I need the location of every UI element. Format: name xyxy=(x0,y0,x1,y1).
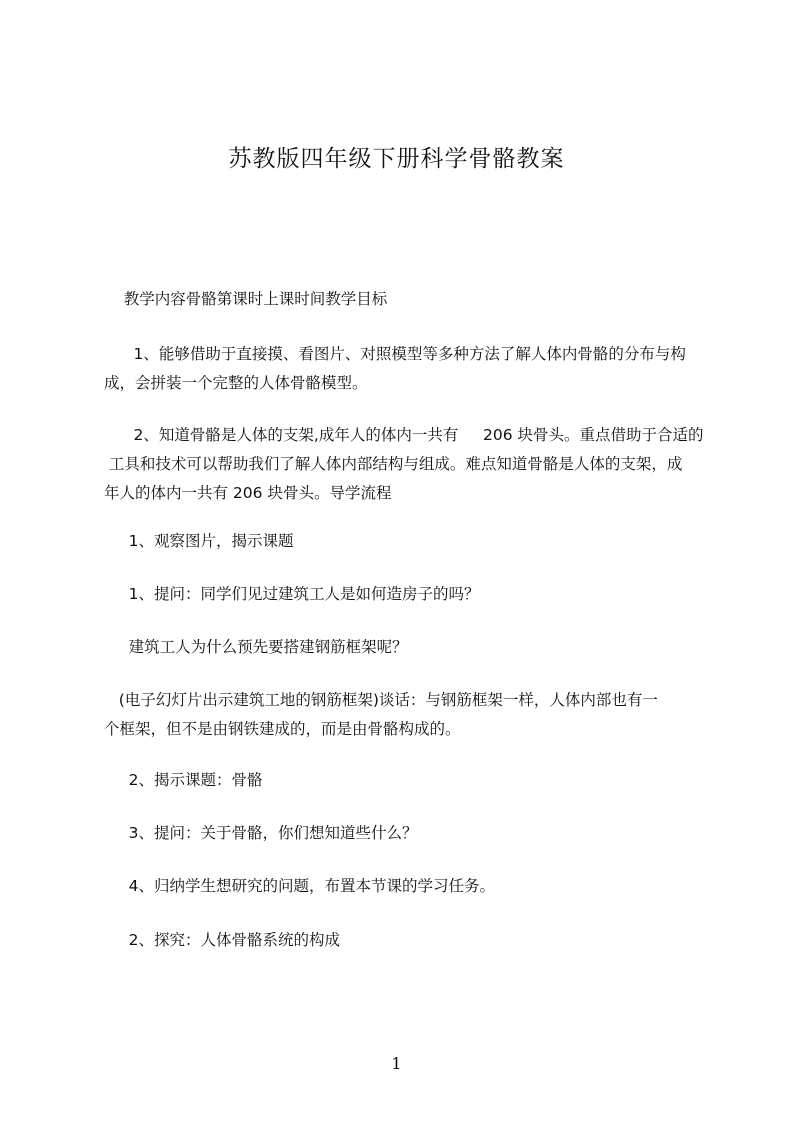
text-line: 2、探究：人体骨骼系统的构成 xyxy=(104,931,340,949)
text-line: 成，会拼装一个完整的人体骨骼模型。 xyxy=(104,374,368,392)
paragraph-teaching-content xyxy=(104,285,704,314)
text-line: 4、归纳学生想研究的问题，布置本节课的学习任务。 xyxy=(104,877,495,895)
text-line: 2、知道骨骼是人体的支架,成年人的体内一共有 206 块骨头。重点借助于合适的 xyxy=(104,426,704,444)
paragraph-step-observe xyxy=(104,527,704,556)
paragraph-explore xyxy=(104,926,704,955)
text-line: 年人的体内一共有 206 块骨头。导学流程 xyxy=(104,484,392,502)
text-line: 工具和技术可以帮助我们了解人体内部结构与组成。难点知道骨骼是人体的支架，成 xyxy=(104,455,683,473)
text-line: 教学内容骨骼第课时上课时间教学目标 xyxy=(104,290,388,308)
text-line: 3、提问：关于骨骼，你们想知道些什么？ xyxy=(104,824,418,842)
paragraph-question-3 xyxy=(104,819,704,848)
document-title: 苏教版四年级下册科学骨骼教案 xyxy=(228,146,565,172)
paragraph-reveal-topic xyxy=(104,766,704,795)
paragraph-slide-talk xyxy=(104,686,704,744)
text-line: 1、能够借助于直接摸、看图片、对照模型等多种方法了解人体内骨骼的分布与构 xyxy=(104,345,686,363)
paragraph-summarize xyxy=(104,872,704,901)
text-line: 2、揭示课题：骨骼 xyxy=(104,771,263,789)
text-line: 1、观察图片，揭示课题 xyxy=(104,532,294,550)
text-line: 建筑工人为什么预先要搭建钢筋框架呢？ xyxy=(104,638,408,656)
text-line: 个框架，但不是由钢铁建成的，而是由骨骼构成的。 xyxy=(104,720,461,738)
text-line: (电子幻灯片出示建筑工地的钢筋框架)谈话：与钢筋框架一样，人体内部也有一 xyxy=(104,691,658,709)
paragraph-objective-2 xyxy=(104,421,704,508)
page-number: 1 xyxy=(391,1054,402,1073)
paragraph-question-2 xyxy=(104,633,704,662)
text-line: 1、提问：同学们见过建筑工人是如何造房子的吗？ xyxy=(104,585,480,603)
paragraph-question-1 xyxy=(104,580,704,609)
paragraph-objective-1 xyxy=(104,340,704,398)
